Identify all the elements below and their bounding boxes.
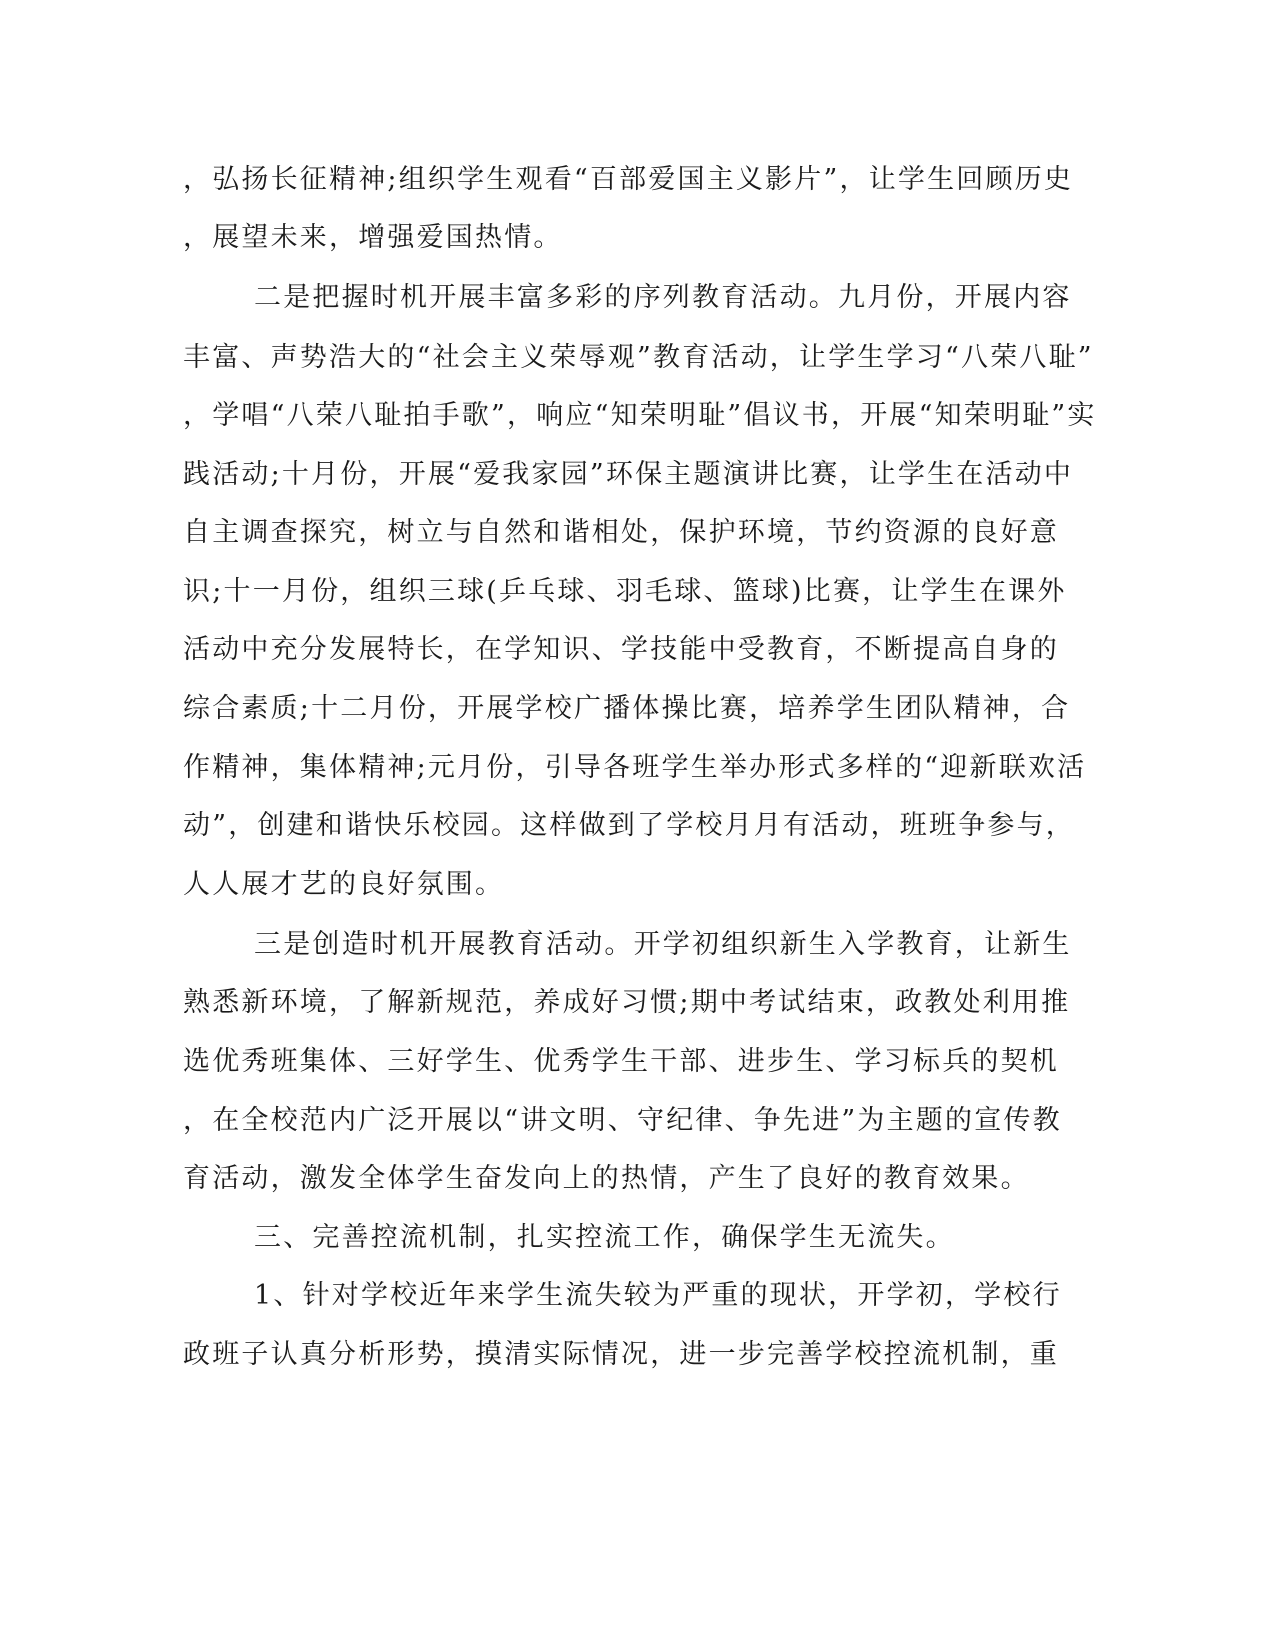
text-line: 丰富、声势浩大的“社会主义荣辱观”教育活动，让学生学习“八荣八耻” (183, 342, 1094, 373)
text-line: 活动中充分发展特长，在学知识、学技能中受教育，不断提高自身的 (183, 634, 1059, 665)
text-line: 政班子认真分析形势，摸清实际情况，进一步完善学校控流机制，重 (183, 1339, 1059, 1370)
text-line: 自主调查探究，树立与自然和谐相处，保护环境，节约资源的良好意 (183, 517, 1059, 548)
text-line: 识;十一月份，组织三球(乒乓球、羽毛球、篮球)比赛，让学生在课外 (183, 576, 1067, 607)
text-line: 作精神，集体精神;元月份，引导各班学生举办形式多样的“迎新联欢活 (183, 752, 1087, 783)
text-line: 践活动;十月份，开展“爱我家园”环保主题演讲比赛，让学生在活动中 (183, 459, 1074, 490)
text-line: 综合素质;十二月份，开展学校广播体操比赛，培养学生团队精神，合 (183, 693, 1071, 724)
text-line: ，弘扬长征精神;组织学生观看“百部爱国主义影片”，让学生回顾历史 (183, 164, 1074, 195)
text-line: 熟悉新环境，了解新规范，养成好习惯;期中考试结束，政教处利用推 (183, 987, 1071, 1018)
text-line: 人人展才艺的良好氛围。 (183, 869, 505, 900)
paragraph-first-line: 1、针对学校近年来学生流失较为严重的现状，开学初，学校行 (254, 1280, 1062, 1311)
text-line: ，学唱“八荣八耻拍手歌”，响应“知荣明耻”倡议书，开展“知荣明耻”实 (183, 400, 1097, 431)
paragraph-first-line: 三是创造时机开展教育活动。开学初组织新生入学教育，让新生 (254, 929, 1072, 960)
text-line: 选优秀班集体、三好学生、优秀学生干部、进步生、学习标兵的契机 (183, 1046, 1059, 1077)
section-heading: 三、完善控流机制，扎实控流工作，确保学生无流失。 (254, 1222, 955, 1253)
paragraph-first-line: 二是把握时机开展丰富多彩的序列教育活动。九月份，开展内容 (254, 282, 1072, 313)
text-line: ，在全校范内广泛开展以“讲文明、守纪律、争先进”为主题的宣传教 (183, 1105, 1062, 1136)
text-line: 育活动，激发全体学生奋发向上的热情，产生了良好的教育效果。 (183, 1163, 1030, 1194)
text-line: 动”，创建和谐快乐校园。这样做到了学校月月有活动，班班争参与， (183, 810, 1076, 841)
text-line: ，展望未来，增强爱国热情。 (183, 222, 563, 253)
